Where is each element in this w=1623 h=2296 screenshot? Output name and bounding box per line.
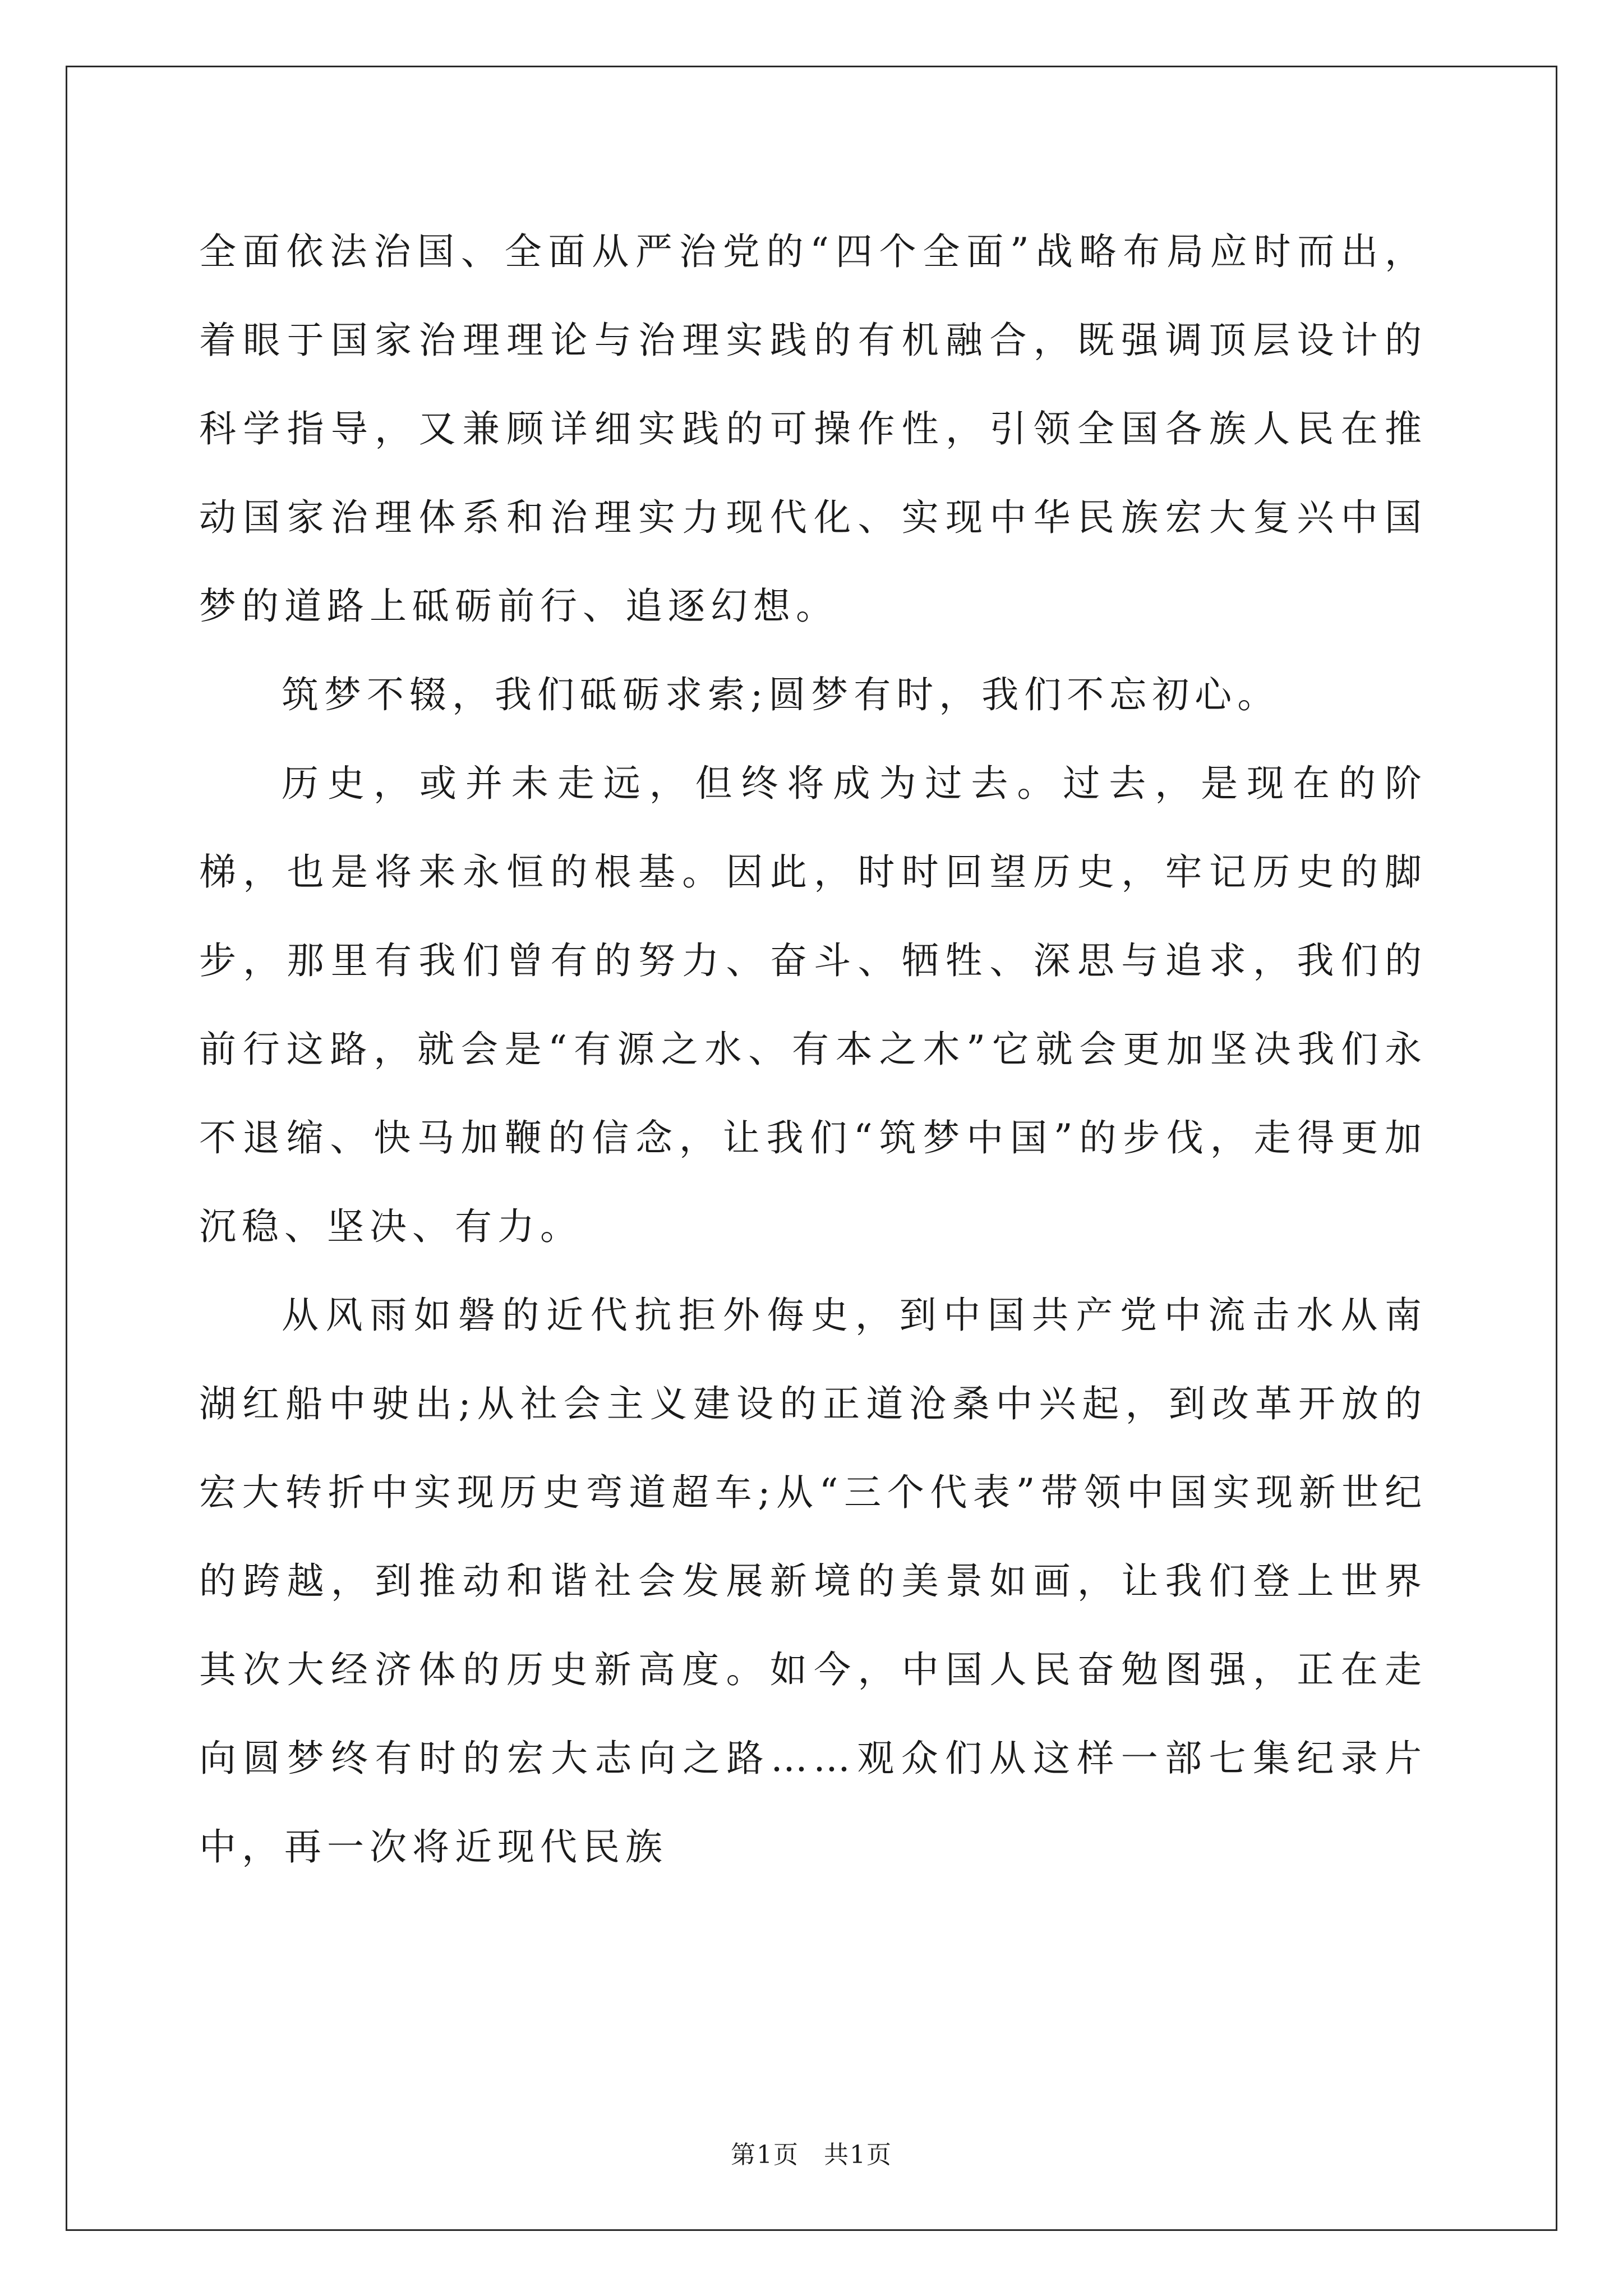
page-number-current: 第1页 [731, 2141, 799, 2169]
page-footer [0, 2134, 1623, 2170]
paragraph-3: 历史，或并未走远，但终将成为过去。过去，是现在的阶梯，也是将来永恒的根基。因此，时时回望历史，牢记历史的脚步，那里有我们曾有的努力、奋斗、牺牲、深思与追求，我们的前行这路，就会是“有源之水、有本之木”它就会更加坚决我们永不退缩、快马加鞭的信念，让我们“筑梦中国”的步伐，走得更加沉稳、坚决、有力。 [199, 762, 1427, 1248]
paragraph-4: 从风雨如磐的近代抗拒外侮史，到中国共产党中流击水从南湖红船中驶出;从社会主义建设的正道沧桑中兴起，到改革开放的宏大转折中实现历史弯道超车;从“三个代表”带领中国实现新世纪的跨越，到推动和谐社会发展新境的美景如画，让我们登上世界其次大经济体的历史新高度。如今，中国人民奋勉图强，正在走向圆梦终有时的宏大志向之路……观众们从这样一部七集纪录片中，再一次将近现代民族 [199, 1294, 1427, 1869]
paragraph-2: 筑梦不辍，我们砥砺求索;圆梦有时，我们不忘初心。 [282, 673, 1280, 716]
page-number-total: 共1页 [824, 2141, 892, 2169]
document-body [199, 208, 1427, 1892]
paragraph-1: 全面依法治国、全面从严治党的“四个全面”战略布局应时而出，着眼于国家治理理论与治理实践的有机融合，既强调顶层设计的科学指导，又兼顾详细实践的可操作性，引领全国各族人民在推动国家治理体系和治理实力现代化、实现中华民族宏大复兴中国梦的道路上砥砺前行、追逐幻想。 [199, 230, 1427, 628]
